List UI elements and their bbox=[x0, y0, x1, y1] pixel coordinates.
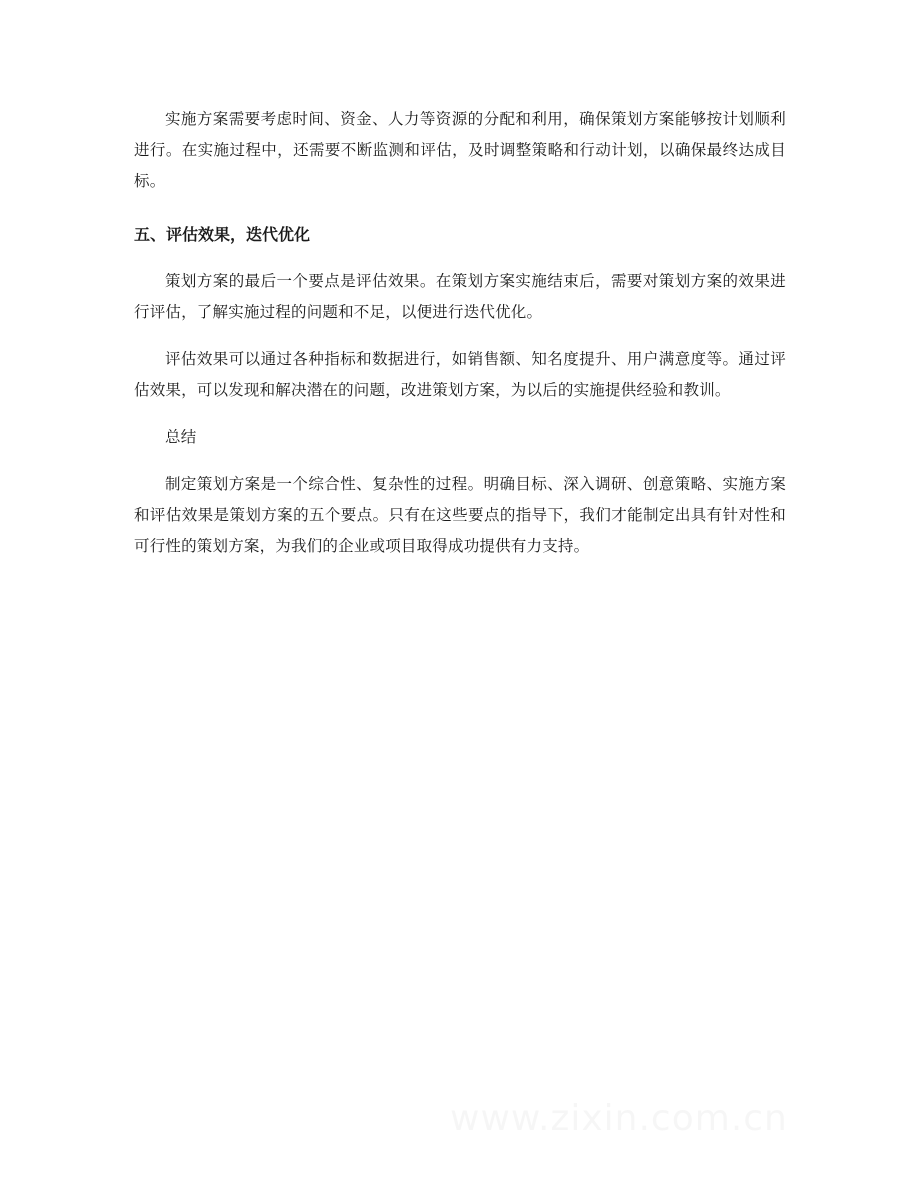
summary-title: 总结 bbox=[165, 428, 197, 446]
paragraph-implementation: 实施方案需要考虑时间、资金、人力等资源的分配和利用，确保策划方案能够按计划顺利进行。在实施过程中，还需要不断监测和评估，及时调整策略和行动计划，以确保最终达成目标。 bbox=[134, 110, 786, 190]
paragraph-evaluation-metrics: 评估效果可以通过各种指标和数据进行，如销售额、知名度提升、用户满意度等。通过评估效果，可以发现和解决潜在的问题，改进策划方案，为以后的实施提供经验和教训。 bbox=[134, 350, 786, 399]
paragraph-evaluation-intro: 策划方案的最后一个要点是评估效果。在策划方案实施结束后，需要对策划方案的效果进行评估，了解实施过程的问题和不足，以便进行迭代优化。 bbox=[134, 272, 786, 321]
watermark-text bbox=[450, 1098, 788, 1139]
section-heading-evaluation: 五、评估效果，迭代优化 bbox=[134, 225, 311, 244]
paragraph-summary: 制定策划方案是一个综合性、复杂性的过程。明确目标、深入调研、创意策略、实施方案和评估效果是策划方案的五个要点。只有在这些要点的指导下，我们才能制定出具有针对性和可行性的策划方案，为我们的企业或项目取得成功提供有力支持。 bbox=[134, 475, 786, 555]
document-body bbox=[134, 104, 786, 562]
